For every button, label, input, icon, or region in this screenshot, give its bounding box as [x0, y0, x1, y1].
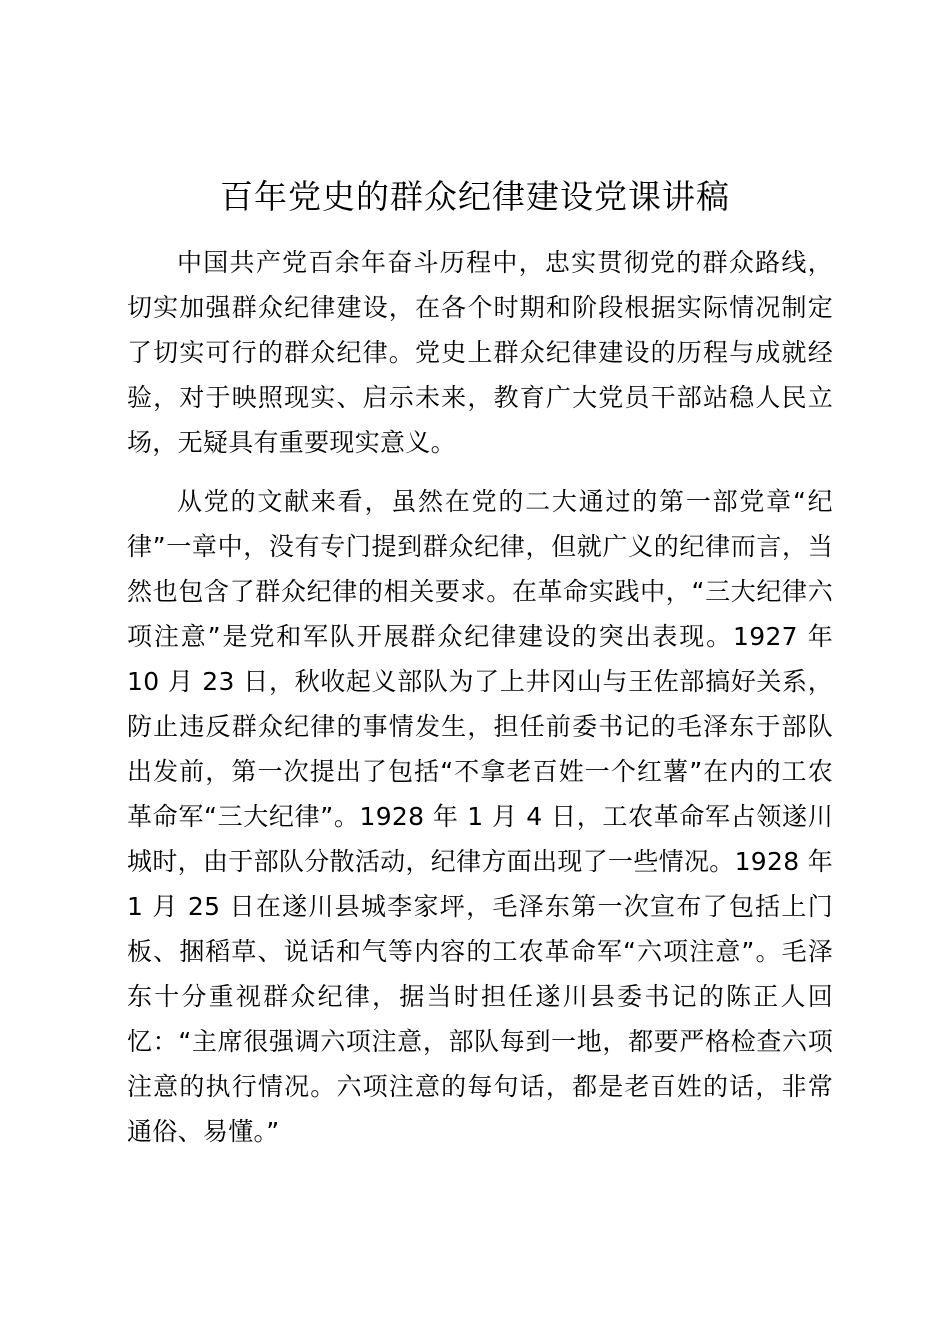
paragraph-intro: 中国共产党百余年奋斗历程中，忠实贯彻党的群众路线，切实加强群众纪律建设，在各个时期和阶段根据实际情况制定了切实可行的群众纪律。党史上群众纪律建设的历程与成就经验，对于映照现实、启示未来，教育广大党员干部站稳人民立场，无疑具有重要现实意义。 [127, 248, 833, 457]
paragraph-history: 从党的文献来看，虽然在党的二大通过的第一部党章“纪律”一章中，没有专门提到群众纪律，但就广义的纪律而言，当然也包含了群众纪律的相关要求。在革命实践中，“三大纪律六项注意”是党和军队开展群众纪律建设的突出表现。1927 年 10 月 23 日，秋收起义部队为了上井冈山与王佐部搞好关系，防止违反群众纪律的事情发生，担任前委书记的毛泽东于部队出发前，第一次提出了包括“不拿老百姓一个红薯”在内的工农革命军“三大纪律”。1928 年 1 月 4 日，工农革命军占领遂川城时，由于部队分散活动，纪律方面出现了一些情况。1928 年 1 月 25 日在遂川县城李家坪，毛泽东第一次宣布了包括上门板、捆稻草、说话和气等内容的工农革命军“六项注意”。毛泽东十分重视群众纪律，据当时担任遂川县委书记的陈正人回忆：“主席很强调六项注意，部队每到一地，都要严格检查六项注意的执行情况。六项注意的每句话，都是老百姓的话，非常通俗、易懂。” [127, 487, 833, 1146]
document-title: 百年党史的群众纪律建设党课讲稿 [220, 177, 730, 216]
